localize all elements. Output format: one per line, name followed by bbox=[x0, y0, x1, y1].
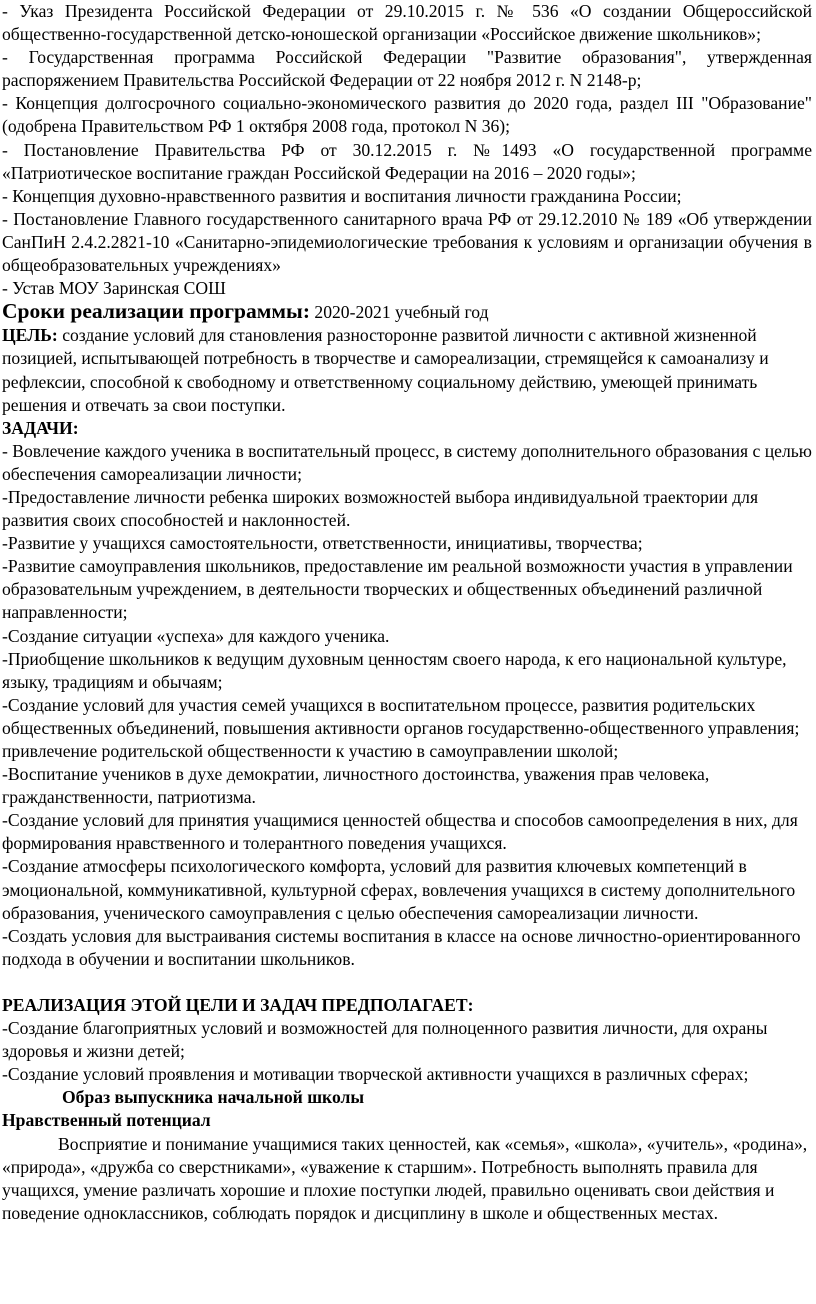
task-item: -Создание ситуации «успеха» для каждого ученика. bbox=[2, 625, 390, 646]
graduate-title: Образ выпускника начальной школы bbox=[62, 1087, 365, 1108]
implementation-item: -Создание благоприятных условий и возможностей для полноценного развития личности, для охраны здоровья и жизни детей; bbox=[2, 1018, 768, 1062]
implementation-item: -Создание условий проявления и мотивации творческой активности учащихся в различных сферах; bbox=[2, 1064, 749, 1085]
task-item: -Создание условий для принятия учащимися ценностей общества и способов самоопределения в них, для формирования нравственного и толерантного поведения учащихся. bbox=[2, 810, 798, 854]
graduate-profile-section bbox=[2, 1086, 812, 1225]
timeline-value: 2020-2021 учебный год bbox=[310, 302, 489, 323]
blank-line bbox=[2, 971, 812, 994]
tasks-heading: ЗАДАЧИ: bbox=[2, 417, 79, 438]
task-item: -Развитие у учащихся самостоятельности, ответственности, инициативы, творчества; bbox=[2, 533, 643, 554]
task-item: -Приобщение школьников к ведущим духовным ценностям своего народа, к его национальной культуре, языку, традициям и обычаям; bbox=[2, 648, 787, 692]
implementation-section bbox=[2, 994, 812, 1086]
basis-item: - Концепция долгосрочного социально-экономического развития до 2020 года, раздел III "Образование" (одобрена Правительством РФ 1 октября 2008 года, протокол N 36); bbox=[2, 93, 812, 137]
graduate-subtitle: Нравственный потенциал bbox=[2, 1110, 211, 1131]
basis-item: - Концепция духовно-нравственного развития и воспитания личности гражданина России; bbox=[2, 185, 682, 206]
task-item: -Развитие самоуправления школьников, предоставление им реальной возможности участия в управлении образовательным учреждением, в деятельности творческих и общественных объединений различной направленности; bbox=[2, 556, 793, 623]
implementation-heading: РЕАЛИЗАЦИЯ ЭТОЙ ЦЕЛИ И ЗАДАЧ ПРЕДПОЛАГАЕТ: bbox=[2, 994, 474, 1015]
basis-item: - Государственная программа Российской Федерации "Развитие образования", утвержденная распоряжением Правительства Российской Федерации от 22 ноября 2012 г. N 2148-р; bbox=[2, 47, 812, 91]
graduate-paragraph: Восприятие и понимание учащимися таких ценностей, как «семья», «школа», «учитель», «родина», «природа», «дружба со сверстниками», «уважение к старшим». Потребность выполнять правила для учащихся, умение различать хорошие и плохие поступки людей, правильно оценивать свои действия и поведение одноклассников, соблюдать порядок и дисциплину в школе и общественных местах. bbox=[2, 1133, 808, 1223]
goal-text: создание условий для становления разносторонне развитой личности с активной жизненной позицией, испытывающей потребность в творчестве и самореализации, стремящейся к самоанализу и рефлексии, способной к свободному и ответственному социальному действию, умеющей принимать решения и отвечать за свои поступки. bbox=[2, 325, 769, 415]
normative-basis-list bbox=[2, 0, 812, 300]
basis-item: - Постановление Главного государственного санитарного врача РФ от 29.12.2010 № 189 «Об утверждении СанПиН 2.4.2.2821-10 «Санитарно-эпидемиологические требования к условиям и организации обучения в общеобразовательных учреждениях» bbox=[2, 208, 812, 276]
task-item: -Создание атмосферы психологического комфорта, условий для развития ключевых компетенций в эмоциональной, коммуникативной, культурной сферах, вовлечения учащихся в систему дополнительного образования, ученического самоуправления с целью обеспечения самореализации личности. bbox=[2, 856, 796, 923]
basis-item: - Указ Президента Российской Федерации от 29.10.2015 г. № 536 «О создании Общероссийской общественно-государственной детско-юношеской организации «Российское движение школьников»; bbox=[2, 1, 812, 45]
tasks-section bbox=[2, 417, 812, 971]
task-item: -Создать условия для выстраивания системы воспитания в классе на основе личностно-ориентированного подхода в обучении и воспитании школьников. bbox=[2, 925, 801, 969]
task-item: -Создание условий для участия семей учащихся в воспитательном процессе, развития родительских общественных объединений, повышения активности органов государственно-общественного управления; привлечение родительской общественности к участию в самоуправлении школой; bbox=[2, 694, 800, 761]
task-item: - Вовлечение каждого ученика в воспитательный процесс, в систему дополнительного образования с целью обеспечения самореализации личности; bbox=[2, 440, 812, 484]
basis-item: - Устав МОУ Заринская СОШ bbox=[2, 278, 226, 299]
task-item: -Воспитание учеников в духе демократии, личностного достоинства, уважения прав человека, гражданственности, патриотизма. bbox=[2, 764, 710, 808]
timeline-label: Сроки реализации программы: bbox=[2, 299, 311, 324]
basis-item: - Постановление Правительства РФ от 30.12.2015 г. №1493 «О государственной программе «Патриотическое воспитание граждан Российской Федерации на 2016 – 2020 годы»; bbox=[2, 139, 812, 183]
task-item: -Предоставление личности ребенка широких возможностей выбора индивидуальной траектории для развития своих способностей и наклонностей. bbox=[2, 486, 759, 531]
program-timeline bbox=[2, 300, 812, 324]
program-goal bbox=[2, 324, 812, 416]
goal-label: ЦЕЛЬ: bbox=[2, 325, 58, 346]
